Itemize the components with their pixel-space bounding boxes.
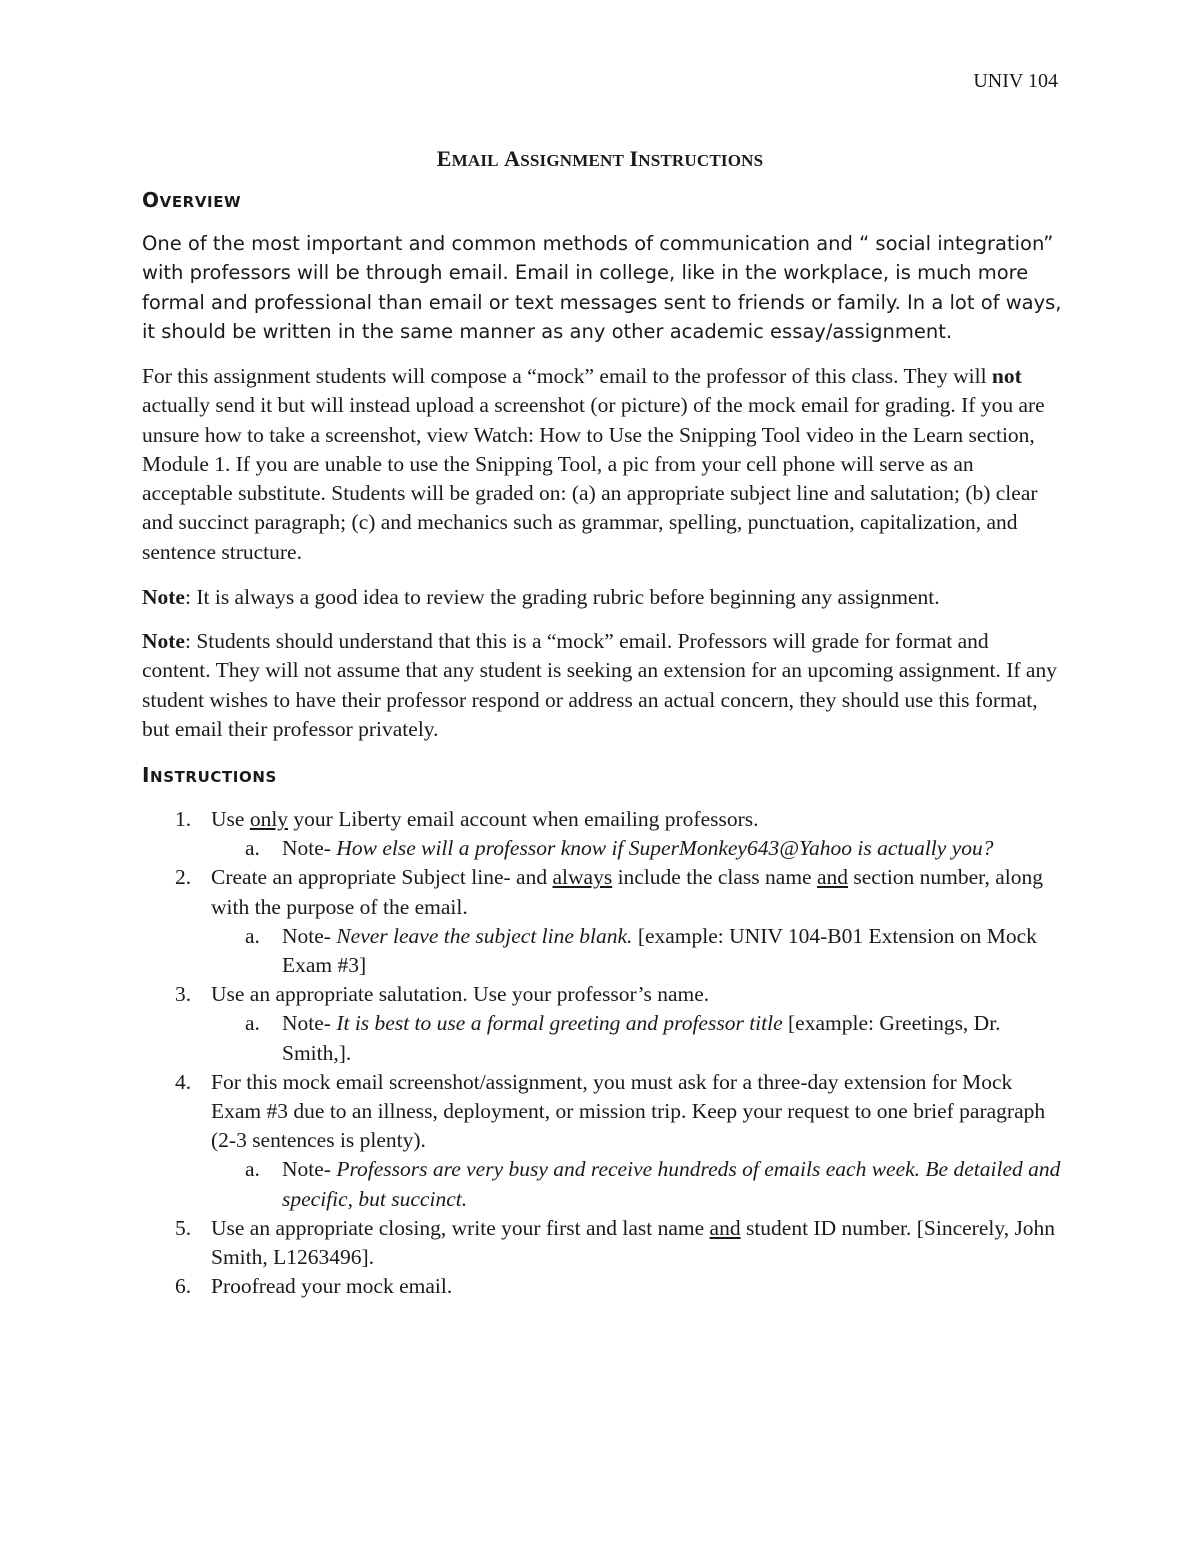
list-number: 4. <box>175 1069 192 1094</box>
list-item: 5. Use an appropriate closing, write your first and last name and student ID number. [Sincerely, John Smith, L1263496]. <box>175 1215 1056 1270</box>
note-rubric: Note: It is always a good idea to review the grading rubric before beginning any assignment. <box>142 585 940 609</box>
sub-list-item: a. Note- It is best to use a formal greeting and professor title [example: Greetings, Dr. Smith,]. <box>245 1011 1001 1065</box>
sub-list-item: a. Note- Professors are very busy and receive hundreds of emails each week. Be detailed and specific, but succinct. <box>245 1157 1061 1211</box>
sub-list-item: a. Note- Never leave the subject line blank. [example: UNIV 104-B01 Extension on Mock Exam #3] <box>245 923 1037 978</box>
sub-list <box>211 922 1062 980</box>
list-number: 6. <box>175 1274 192 1299</box>
list-number: 2. <box>175 865 192 890</box>
instructions-heading: INSTRUCTIONS <box>142 763 277 787</box>
list-item: 1. Use only your Liberty email account when emailing professors. a. Note- How else will a professor know if SuperMonkey643@Yahoo is actually you? <box>142 805 1062 863</box>
list-item: 4. For this mock email screenshot/assignment, you must ask for a three-day extension for Mock Exam #3 due to an illness, deployment, or mission trip. Keep your request to one brief paragraph (2-3 sentences is plenty). a. Note- Professors are very busy and receive hundreds of emails each week. Be detailed and specific, but succinct. <box>142 1068 1062 1214</box>
list-item: 2. Create an appropriate Subject line- and always include the class name and section number, along with the purpose of the email. a. Note- Never leave the subject line blank. [example: UNIV 104-B01 Extension on Mock Exam #3] <box>142 863 1062 980</box>
instructions-list <box>142 805 1062 1301</box>
sub-list-item: a. Note- How else will a professor know if SuperMonkey643@Yahoo is actually you? <box>211 834 1062 863</box>
list-number: 5. <box>175 1215 192 1240</box>
running-header: UNIV 104 <box>973 70 1058 92</box>
document-title: EMAIL ASSIGNMENT INSTRUCTIONS <box>436 146 764 171</box>
list-number: 3. <box>175 982 192 1007</box>
sub-list <box>211 1009 1062 1067</box>
sub-list <box>211 834 1062 863</box>
sub-list <box>211 1155 1062 1213</box>
overview-paragraph-2: For this assignment students will compose a “mock” email to the professor of this class. They will not actually send it but will instead upload a screenshot (or picture) of the mock email for grading. If you are unsure how to take a screenshot, view Watch: How to Use the Snipping Tool video in the Learn section, Module 1. If you are unable to use the Snipping Tool, a pic from your cell phone will serve as an acceptable substitute. Students will be graded on: (a) an appropriate subject line and salutation; (b) clear and succinct paragraph; (c) and mechanics such as grammar, spelling, punctuation, capitalization, and sentence structure. <box>142 364 1045 564</box>
list-item: 3. Use an appropriate salutation. Use your professor’s name. a. Note- It is best to use a formal greeting and professor title [example: Greetings, Dr. Smith,]. <box>142 980 1062 1068</box>
sub-list-letter: a. <box>245 1011 260 1036</box>
overview-heading: OVERVIEW <box>142 188 242 212</box>
sub-list-letter: a. <box>245 836 260 861</box>
list-number: 1. <box>175 807 192 831</box>
list-item: 6. Proofread your mock email. <box>142 1272 1062 1301</box>
overview-paragraph-1: One of the most important and common methods of communication and “ social integration” with professors will be through email. Email in college, like in the workplace, is much more formal and professional than email or text messages sent to friends or family. In a lot of ways, it should be written in the same manner as any other academic essay/assignment. <box>142 232 1062 343</box>
sub-list-letter: a. <box>245 1157 260 1182</box>
note-mock-email: Note: Students should understand that this is a “mock” email. Professors will grade for format and content. They will not assume that any student is seeking an extension for an upcoming assignment. If any student wishes to have their professor respond or address an actual concern, they should use this format, but email their professor privately. <box>142 629 1057 741</box>
sub-list-letter: a. <box>245 923 260 948</box>
